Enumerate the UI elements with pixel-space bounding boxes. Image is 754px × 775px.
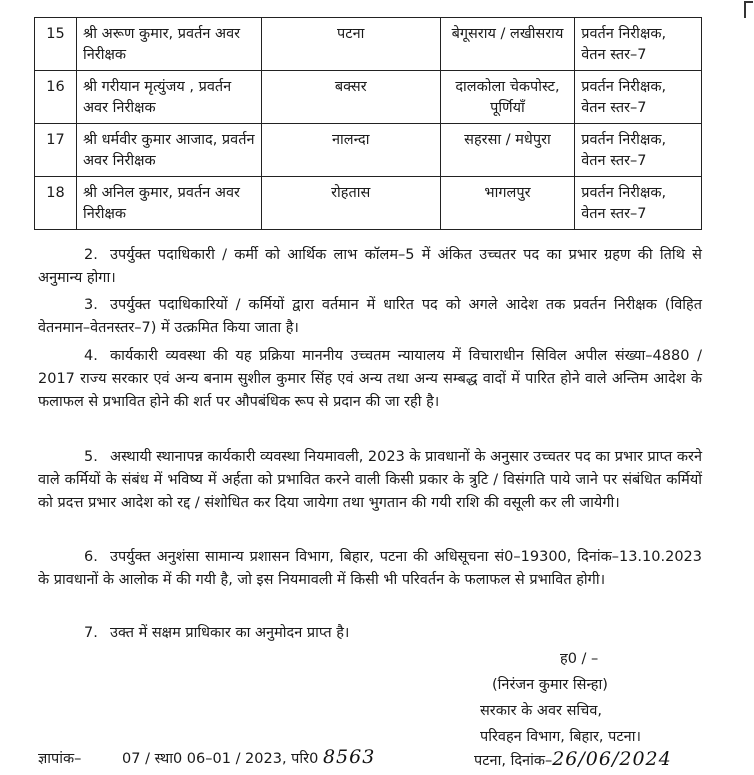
promoted-post-cell: प्रवर्तन निरीक्षक, वेतन स्तर–7 (575, 177, 702, 230)
paragraph-5 (38, 446, 702, 515)
paragraph-text: उपर्युक्त पदाधिकारियों / कर्मियों द्वारा वर्तमान में धारित पद को अगले आदेश तक प्रवर्तन निरीक्षक (विहित वेतनमान–वेतनस्तर–7) में उत्क्रमित किया जाता है। (38, 297, 702, 336)
current-posting-cell: रोहतास (261, 177, 440, 230)
memo-ref: 07 / स्था0 06–01 / 2023, परि0 (122, 751, 319, 767)
memo-label: ज्ञापांक– (38, 751, 82, 767)
officer-roster-table (34, 17, 702, 230)
memo-number-handwritten: 8563 (322, 746, 376, 768)
paragraph-6 (38, 546, 702, 592)
memo-reference (38, 746, 375, 768)
paragraph-number: 4. (84, 348, 98, 364)
new-posting-cell: बेगूसराय / लखीसराय (440, 18, 575, 71)
promoted-post-cell: प्रवर्तन निरीक्षक, वेतन स्तर–7 (575, 18, 702, 71)
serial-number-cell: 15 (35, 18, 77, 71)
serial-number-cell: 18 (35, 177, 77, 230)
promoted-post-cell: प्रवर्तन निरीक्षक, वेतन स्तर–7 (575, 124, 702, 177)
paragraph-number: 2. (84, 247, 98, 263)
serial-number-cell: 16 (35, 71, 77, 124)
paragraph-text: कार्यकारी व्यवस्था की यह प्रक्रिया माननीय उच्चतम न्यायालय में विचाराधीन सिविल अपील संख्या–4880 / 2017 राज्य सरकार एवं अन्य बनाम सुशील कुमार सिंह एवं अन्य तथा अन्य सम्बद्ध वादों में पारित होने वाले अन्तिम आदेश के फलाफल से प्रभावित होने की शर्त पर औपबंधिक रूप से प्रदान की जा रही है। (38, 348, 702, 410)
paragraph-text: अस्थायी स्थानापन्न कार्यकारी व्यवस्था नियमावली, 2023 के प्रावधानों के अनुसार उच्चतर पद का प्रभार प्राप्त करने वाले कर्मियों के संबंध में भविष्य में अर्हता को प्रभावित करने वाली किसी प्रकार के त्रुटि / विसंगति पाये जाने पर संबंधित कर्मियों को प्रदत्त प्रभार आदेश को रद्द / संशोधित कर दिया जायेगा तथा भुगतान की गयी राशि की वसूली कर ली जायेगी। (38, 449, 702, 511)
paragraph-text: उपर्युक्त पदाधिकारी / कर्मी को आर्थिक लाभ कॉलम–5 में अंकित उच्चतर पद का प्रभार ग्रहण की तिथि से अनुमान्य होगा। (38, 247, 702, 286)
paragraph-2 (38, 244, 702, 290)
paragraph-number: 3. (84, 297, 98, 313)
paragraph-number: 5. (84, 449, 98, 465)
table-row (35, 71, 702, 124)
paragraph-7 (38, 622, 702, 645)
paragraph-text: उक्त में सक्षम प्राधिकार का अनुमोदन प्राप्त है। (110, 625, 350, 641)
current-posting-cell: बक्सर (261, 71, 440, 124)
paragraph-text: उपर्युक्त अनुशंसा सामान्य प्रशासन विभाग, बिहार, पटना की अधिसूचना सं0–19300, दिनांक–13.10.2023 के प्रावधानों के आलोक में की गयी है, जो इस नियमावली में किसी भी परिवर्तन के फलाफल से प्रभावित होगी। (38, 549, 702, 588)
paragraph-3 (38, 294, 702, 340)
signature-block (480, 646, 720, 750)
table-row (35, 124, 702, 177)
current-posting-cell: पटना (261, 18, 440, 71)
new-posting-cell: सहरसा / मधेपुरा (440, 124, 575, 177)
officer-name-cell: श्री धर्मवीर कुमार आजाद, प्रवर्तन अवर निरीक्षक (76, 124, 261, 177)
new-posting-cell: दालकोला चेकपोस्ट, पूर्णियाँ (440, 71, 575, 124)
signatory-department: परिवहन विभाग, बिहार, पटना। (480, 729, 641, 745)
officer-name-cell: श्री अरूण कुमार, प्रवर्तन अवर निरीक्षक (76, 18, 261, 71)
place-date (474, 748, 672, 770)
serial-number-cell: 17 (35, 124, 77, 177)
signatory-name: (निरंजन कुमार सिन्हा) (492, 677, 608, 693)
officer-name-cell: श्री गरीयान मृत्युंजय , प्रवर्तन अवर निरीक्षक (76, 71, 261, 124)
paragraph-number: 7. (84, 625, 98, 641)
date-handwritten: 26/06/2024 (552, 748, 672, 770)
paragraph-number: 6. (84, 549, 98, 565)
corner-mark-icon (734, 0, 754, 22)
table-row (35, 177, 702, 230)
place-date-label: पटना, दिनांक– (474, 753, 553, 769)
officer-name-cell: श्री अनिल कुमार, प्रवर्तन अवर निरीक्षक (76, 177, 261, 230)
paragraph-4 (38, 345, 702, 414)
table-row (35, 18, 702, 71)
signatory-designation: सरकार के अवर सचिव, (480, 703, 603, 719)
current-posting-cell: नालन्दा (261, 124, 440, 177)
new-posting-cell: भागलपुर (440, 177, 575, 230)
promoted-post-cell: प्रवर्तन निरीक्षक, वेतन स्तर–7 (575, 71, 702, 124)
signed-mark: ह0 / – (560, 651, 599, 667)
